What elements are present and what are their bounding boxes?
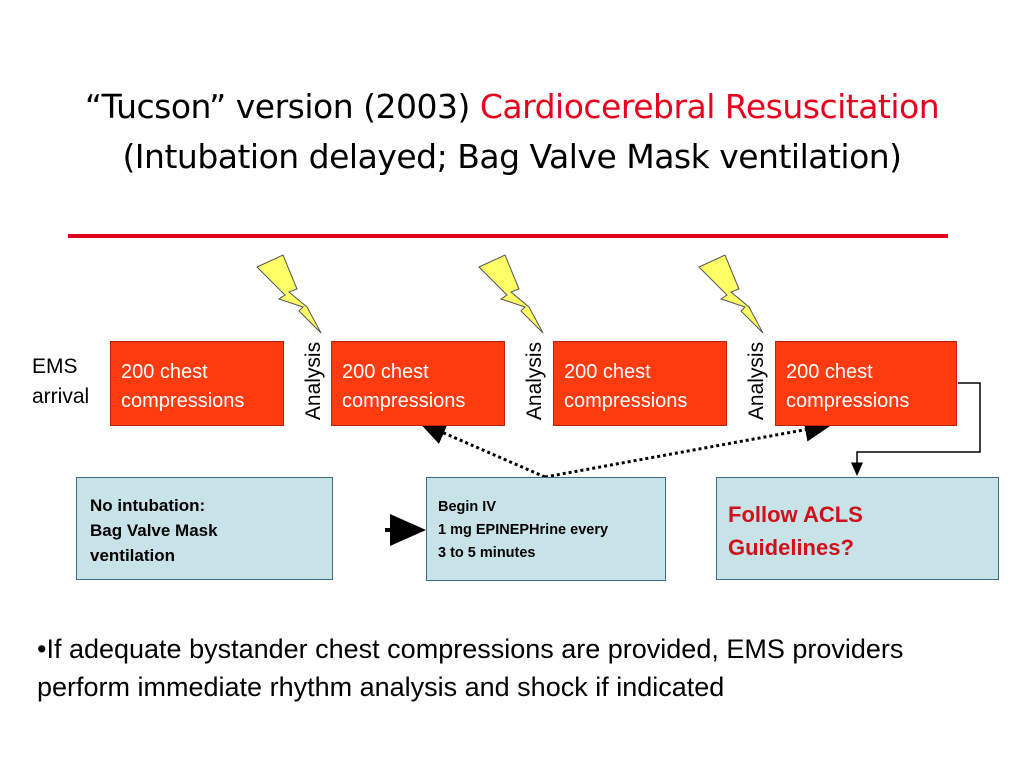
title-line2: (Intubation delayed; Bag Valve Mask ventilation) [122, 137, 902, 176]
begin-iv-line3: 3 to 5 minutes [438, 545, 536, 561]
begin-iv-line1: Begin IV [438, 499, 497, 515]
acls-box [716, 477, 999, 580]
title-part1: “Tucson” version (2003) [84, 87, 470, 126]
acls-line2: Guidelines? [728, 535, 854, 560]
analysis-label-2: Analysis [523, 341, 546, 421]
no-intubation-box [76, 477, 333, 580]
compression-box-1: 200 chest compressions [110, 341, 284, 426]
shock-bolt-icon-3 [699, 255, 763, 333]
begin-iv-box [426, 477, 666, 581]
analysis-label-3: Analysis [745, 341, 768, 421]
compression-box-3: 200 chest compressions [553, 341, 727, 426]
shock-bolt-icon-2 [479, 255, 543, 333]
ems-arrival-label: EMS arrival [32, 355, 90, 408]
acls-line1: Follow ACLS [728, 502, 863, 527]
no-intubation-line1: No intubation: [90, 496, 206, 515]
dotted-arrow-left [430, 427, 545, 477]
compression-box-4: 200 chest compressions [775, 341, 957, 426]
dotted-arrow-right [545, 427, 820, 477]
bullet-text: •If adequate bystander chest compressions are provided, EMS providers perform immediate rhythm analysis and shock if indicated [37, 634, 904, 702]
shock-bolt-icon-1 [257, 255, 321, 333]
analysis-label-1: Analysis [302, 341, 325, 421]
no-intubation-line3: ventilation [90, 546, 176, 565]
begin-iv-line2: 1 mg EPINEPHrine every [438, 522, 609, 538]
compression-box-2: 200 chest compressions [331, 341, 505, 426]
no-intubation-line2: Bag Valve Mask [90, 521, 218, 540]
title-part2: Cardiocerebral Resuscitation [479, 87, 940, 126]
